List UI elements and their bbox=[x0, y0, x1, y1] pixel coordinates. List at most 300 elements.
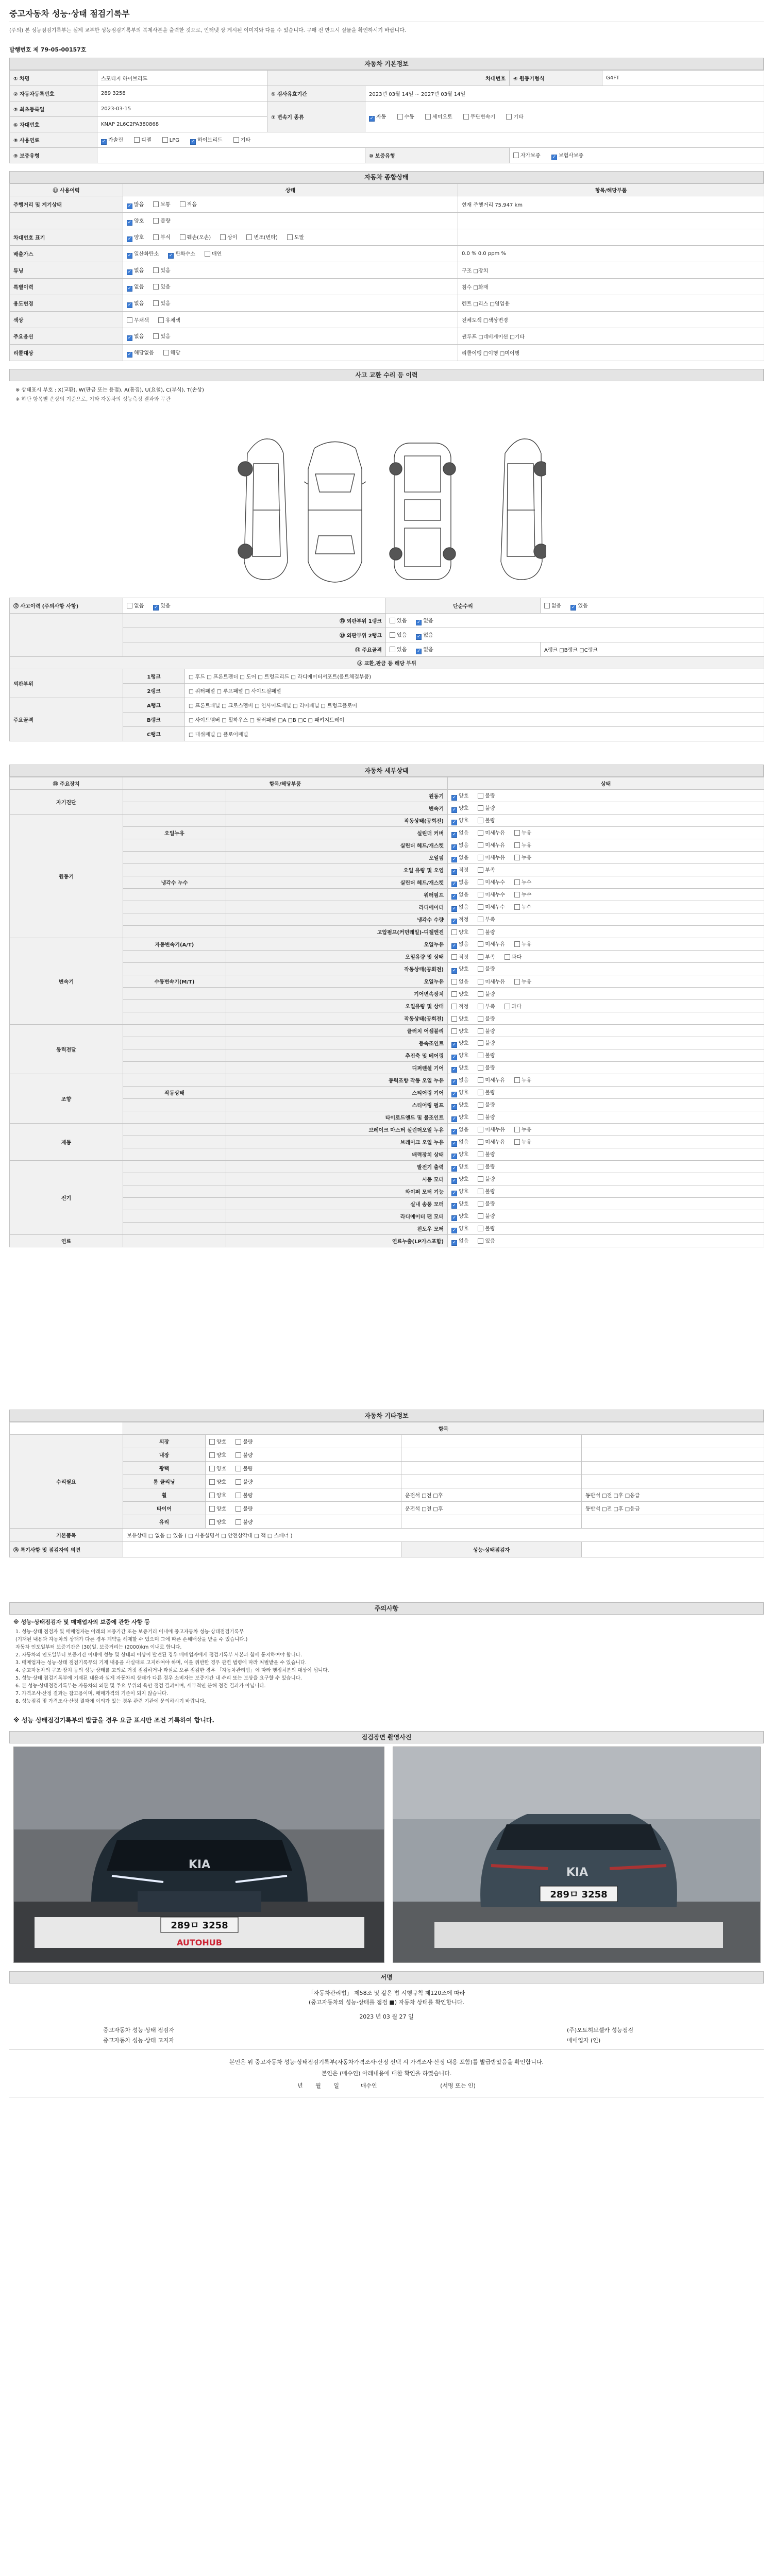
condition-row bbox=[10, 295, 764, 312]
sub-group-label bbox=[123, 1012, 226, 1025]
detail-item-label: 윈도우 모터 bbox=[226, 1223, 448, 1235]
checkbox-icon bbox=[153, 218, 159, 224]
other-item-label: 광택 bbox=[123, 1462, 206, 1475]
checkbox-checked-icon: ✓ bbox=[191, 139, 195, 144]
checkbox-icon bbox=[478, 954, 483, 960]
checkbox-icon bbox=[544, 603, 550, 608]
detail-status: ✓ 없음 있음 bbox=[448, 1235, 764, 1247]
condition-options: ✓ 양호 불량 bbox=[123, 213, 458, 229]
detail-status: 양호 불량 bbox=[448, 926, 764, 938]
reg-number-label: ② 자동차등록번호 bbox=[10, 86, 97, 101]
detail-item-label: 실린더 헤드/개스켓 bbox=[226, 876, 448, 889]
checkbox-icon bbox=[478, 1004, 483, 1009]
section-header-signature: 서명 bbox=[9, 1971, 764, 1984]
checkbox-checked-icon: ✓ bbox=[452, 918, 457, 924]
checkbox-checked-icon: ✓ bbox=[452, 1141, 457, 1146]
device-group-label: 동력전달 bbox=[10, 1025, 123, 1074]
sub-group-label bbox=[123, 839, 226, 852]
buyer-confirm-text: 본인은 위 중고자동차 성능·상태점검기록부(자동차가격조사·산정 선택 시 가격조사·산정 내용 포함)를 발급받았음을 확인합니다. bbox=[229, 2059, 544, 2065]
rank-label: B랭크 bbox=[123, 713, 185, 727]
basic-info-table bbox=[9, 70, 764, 163]
detail-row bbox=[10, 938, 764, 951]
other-item-label: 내장 bbox=[123, 1448, 206, 1462]
basic-items-value: 보유상태 □ 없음 □ 있음 ( □ 사용설명서 □ 안전삼각대 □ 잭 □ 스패너 ) bbox=[123, 1529, 764, 1542]
detail-item-label: 발전기 출력 bbox=[226, 1161, 448, 1173]
checkbox-icon bbox=[390, 632, 395, 638]
other-info-row bbox=[10, 1515, 764, 1529]
sub-group-label bbox=[123, 1161, 226, 1173]
checkbox-icon bbox=[478, 1127, 483, 1132]
condition-detail: 현재 주행거리 75,947 km bbox=[458, 196, 764, 213]
condition-options: ✓ 해당없음 해당 bbox=[123, 345, 458, 361]
checkbox-icon bbox=[478, 1114, 483, 1120]
checkbox-checked-icon: ✓ bbox=[452, 943, 457, 948]
checkbox-icon bbox=[514, 855, 520, 860]
detail-item-label: 와이퍼 모터 기능 bbox=[226, 1185, 448, 1198]
other-item-label: 휠 bbox=[123, 1488, 206, 1502]
sub-group-label bbox=[123, 815, 226, 827]
other-item-extra-2 bbox=[582, 1462, 764, 1475]
basic-items-label: 기본품목 bbox=[10, 1529, 123, 1542]
detail-item-label: 작동상태(공회전) bbox=[226, 815, 448, 827]
car-underside-view bbox=[390, 443, 456, 580]
checkbox-icon bbox=[451, 929, 457, 935]
accident-table: ⑫ 사고이력 (주의사항 사항) 없음 ✓ 있음 단순수리 없음 ✓ 있음 ⑬ 외판부위 1랭크 있음 ✓ 없음 ⑬ 외판부위 2랭크 있음 ✓ 없음 ⑭ 주요골격 있음 ✓ 없음 A랭크 □B랭크 □C랭크 ⑭ 교환,판금 등 해당 부위 외판부위 1랭크 □ 후드 □ 프론트펜더 □ 도어 □ 트렁크리드 □ 라디에이터서포트(볼트체결부품) 2랭크 □ 쿼터패널 □ 루프패널 □ 사이드실패널 주요골격 A랭크 □ 프론트패널 □ 크로스멤버 □ 인사이드패널 □ 리어패널 □ 트렁크플로어 B랭크 □ 사이드멤버 □ 휠하우스 □ 필러패널 □A □B □C □ 패키지트레이 C랭크 □ 대쉬패널 □ 플로어패널 bbox=[9, 598, 764, 741]
detail-row bbox=[10, 1049, 764, 1062]
checkbox-checked-icon: ✓ bbox=[452, 1178, 457, 1183]
legend-note: ※ 하단 항목별 손상의 기준으로, 기타 자동차의 성능측정 결과와 무관 bbox=[15, 397, 171, 402]
sub-group-label bbox=[123, 901, 226, 913]
checkbox-checked-icon: ✓ bbox=[127, 285, 132, 291]
detail-status: ✓ 양호 불량 bbox=[448, 1210, 764, 1223]
engine-type-value: G4FT bbox=[602, 71, 764, 86]
condition-detail: 구조 □장치 bbox=[458, 262, 764, 279]
detail-item-label: 실내 송풍 모터 bbox=[226, 1198, 448, 1210]
checkbox-icon bbox=[397, 114, 403, 120]
detail-status: ✓ 양호 불량 bbox=[448, 963, 764, 975]
checkbox-icon bbox=[478, 979, 483, 985]
section-header-overall-condition: 자동차 종합상태 bbox=[9, 171, 764, 183]
sub-group-label bbox=[123, 1198, 226, 1210]
other-item-extra-2 bbox=[582, 1435, 764, 1448]
checkbox-icon bbox=[220, 234, 226, 240]
detail-status: ✓ 양호 불량 bbox=[448, 1173, 764, 1185]
condition-label: 용도변경 bbox=[10, 295, 123, 312]
checkbox-checked-icon: ✓ bbox=[452, 1128, 457, 1134]
detail-item-label: 작동상태(공회전) bbox=[226, 1012, 448, 1025]
other-item-status: 양호 불량 bbox=[206, 1502, 401, 1515]
checkbox-icon bbox=[478, 1151, 483, 1157]
checkbox-icon bbox=[514, 830, 520, 836]
detail-status: ✓ 없음 미세누유 누유 bbox=[448, 827, 764, 839]
column-header: ⑮ 주요장치 bbox=[10, 777, 123, 790]
detail-status: ✓ 없음 미세누유 누유 bbox=[448, 852, 764, 864]
warranty-label: ⑨ 보증유형 bbox=[10, 148, 97, 163]
condition-detail: 썬루프 □네비게이션 □기타 bbox=[458, 328, 764, 345]
notice-text: (주의) 본 성능점검기록부는 실제 교부한 성능점검기록부의 복제사본을 출력한 것으로, 인터넷 상 게시된 이미지와 다를 수 있습니다. 구매 전 반드시 실물을 확인하시기 바랍니다. bbox=[9, 28, 406, 33]
column-header: 항목/해당부품 bbox=[458, 184, 764, 196]
checkbox-icon bbox=[505, 1004, 510, 1009]
vin-label: 차대번호 bbox=[267, 71, 510, 86]
detail-status: 양호 불량 bbox=[448, 1025, 764, 1037]
section-header-photos: 점검장면 촬영사진 bbox=[9, 1731, 764, 1743]
device-group-label: 원동기 bbox=[10, 815, 123, 938]
checkbox-icon bbox=[478, 929, 483, 935]
checkbox-checked-icon: ✓ bbox=[552, 154, 557, 160]
sub-group-label bbox=[123, 913, 226, 926]
checkbox-icon bbox=[478, 941, 483, 947]
detail-status: ✓ 양호 불량 bbox=[448, 1223, 764, 1235]
detail-status: ✓ 없음 미세누유 누유 bbox=[448, 1136, 764, 1148]
other-item-status: 양호 불량 bbox=[206, 1448, 401, 1462]
note-line: 7. 가격조사·산정 결과는 참고용이며, 매매가격의 기준이 되지 않습니다. bbox=[15, 1691, 169, 1697]
inspection-photo-front bbox=[13, 1747, 384, 1963]
checkbox-icon bbox=[236, 1519, 241, 1525]
condition-row bbox=[10, 229, 764, 246]
checkbox-checked-icon: ✓ bbox=[127, 252, 132, 258]
sub-group-label bbox=[123, 1111, 226, 1124]
note-line: 2. 자동차의 인도일부터 보증기간 이내에 성능 및 상태의 이상이 발견된 경우 매매업자에게 점검기록부 사본과 함께 통지하여야 합니다. bbox=[15, 1652, 302, 1658]
checkbox-icon bbox=[478, 1139, 483, 1145]
checkbox-icon bbox=[478, 1226, 483, 1231]
legend-text: ※ 상태표시 부호 : X(교환), W(판금 또는 용접), A(흠집), U(요철), C(부식), T(손상) bbox=[15, 387, 204, 393]
checkbox-icon bbox=[478, 1164, 483, 1170]
detail-item-label: 동력조향 작동 오일 누유 bbox=[226, 1074, 448, 1087]
condition-row bbox=[10, 345, 764, 361]
license-plate: 289ㅁ 3258 bbox=[171, 1920, 228, 1931]
other-info-row bbox=[10, 1435, 764, 1448]
checkbox-icon bbox=[478, 1016, 483, 1022]
notifier-label: 중고자동차 성능·상태 고지자 bbox=[103, 2037, 175, 2044]
detail-status: ✓ 양호 불량 bbox=[448, 790, 764, 802]
detail-row bbox=[10, 1210, 764, 1223]
checkbox-checked-icon: ✓ bbox=[452, 1042, 457, 1047]
checkbox-icon bbox=[162, 137, 168, 143]
checkbox-icon bbox=[514, 904, 520, 910]
detail-row bbox=[10, 1000, 764, 1012]
detail-row bbox=[10, 975, 764, 988]
car-right-side-view bbox=[501, 439, 546, 580]
frame-rank-options: A랭크 □B랭크 □C랭크 bbox=[541, 642, 764, 657]
detail-row bbox=[10, 901, 764, 913]
checkbox-icon bbox=[425, 114, 431, 120]
device-group-label: 조향 bbox=[10, 1074, 123, 1124]
condition-label: 차대번호 표기 bbox=[10, 229, 123, 246]
detail-item-label: 클러치 어셈블리 bbox=[226, 1025, 448, 1037]
detailed-condition-table bbox=[9, 777, 764, 1247]
checkbox-icon bbox=[506, 114, 512, 120]
checkbox-checked-icon: ✓ bbox=[452, 906, 457, 911]
detail-item-label: 냉각수 수량 bbox=[226, 913, 448, 926]
other-item-status: 양호 불량 bbox=[206, 1515, 401, 1529]
other-item-status: 양호 불량 bbox=[206, 1488, 401, 1502]
checkbox-checked-icon: ✓ bbox=[169, 252, 173, 258]
section-header-other-info: 자동차 기타정보 bbox=[9, 1410, 764, 1422]
detail-status: ✓ 양호 불량 bbox=[448, 1087, 764, 1099]
signature-date: 2023 년 03 월 27 일 bbox=[359, 2013, 414, 2020]
other-item-extra bbox=[401, 1515, 582, 1529]
checkbox-icon bbox=[478, 917, 483, 922]
first-reg-label: ③ 최초등록일 bbox=[10, 101, 97, 117]
other-item-status: 양호 불량 bbox=[206, 1462, 401, 1475]
warranty-options: 자가보증 ✓ 보험사보증 bbox=[510, 148, 764, 163]
checkbox-icon bbox=[153, 267, 159, 273]
checkbox-checked-icon: ✓ bbox=[417, 619, 421, 625]
detail-status: ✓ 없음 미세누유 누유 bbox=[448, 1074, 764, 1087]
checkbox-checked-icon: ✓ bbox=[452, 1215, 457, 1221]
detail-status: ✓ 양호 불량 bbox=[448, 802, 764, 815]
checkbox-icon bbox=[478, 1040, 483, 1046]
detail-item-label: 브레이크 마스터 실린더오일 누유 bbox=[226, 1124, 448, 1136]
checkbox-icon bbox=[514, 892, 520, 897]
detail-status: 양호 불량 bbox=[448, 988, 764, 1000]
buyer-confirm-text-2: 본인은 (매수인) 아래내용에 대한 확인을 하였습니다. bbox=[321, 2070, 452, 2077]
checkbox-checked-icon: ✓ bbox=[127, 335, 132, 341]
exterior-label bbox=[10, 614, 123, 657]
outer-panel-1-label: ⑬ 외판부위 1랭크 bbox=[123, 614, 386, 628]
detail-status: ✓ 양호 불량 bbox=[448, 1037, 764, 1049]
detail-status: ✓ 없음 미세누유 누유 bbox=[448, 839, 764, 852]
checkbox-checked-icon: ✓ bbox=[452, 968, 457, 973]
detail-status: ✓ 양호 불량 bbox=[448, 1099, 764, 1111]
note-line: 1. 성능·상태 점검자 및 매매업자는 아래의 보증기간 또는 보증거리 이내에 중고자동차 성능·상태점검기록부 bbox=[15, 1629, 244, 1635]
sub-group-label bbox=[123, 864, 226, 876]
checkbox-icon bbox=[478, 1053, 483, 1058]
condition-label: 주행거리 및 계기상태 bbox=[10, 196, 123, 213]
detail-row bbox=[10, 913, 764, 926]
simple-repair-label: 단순수리 bbox=[386, 598, 541, 614]
sub-group-label bbox=[123, 1000, 226, 1012]
condition-label: 배출가스 bbox=[10, 246, 123, 262]
detail-status: ✓ 양호 불량 bbox=[448, 1198, 764, 1210]
detail-row bbox=[10, 1136, 764, 1148]
other-item-extra-2 bbox=[582, 1515, 764, 1529]
note-line: 3. 매매업자는 성능·상태 점검기록부의 기재 내용을 사실대로 고지하여야 하며, 이를 위반한 경우 관련 법령에 따라 처벌받을 수 있습니다. bbox=[15, 1660, 307, 1666]
detail-status: ✓ 없음 미세누유 누유 bbox=[448, 1124, 764, 1136]
sub-group-label bbox=[123, 951, 226, 963]
checkbox-icon bbox=[205, 251, 210, 257]
checkbox-icon bbox=[514, 842, 520, 848]
sub-group-label bbox=[123, 802, 226, 815]
detail-item-label: 오일유량 및 상태 bbox=[226, 1000, 448, 1012]
signature-confirm-line: (중고자동차의 성능·상태를 점검 ■) 자동차 상태를 확인합니다. bbox=[309, 1999, 464, 2006]
checkbox-icon bbox=[478, 1176, 483, 1182]
engine-type-label: ④ 원동기형식 bbox=[510, 71, 602, 86]
checkbox-checked-icon: ✓ bbox=[452, 1190, 457, 1196]
warranty-notes-title: ※ 성능·상태점검자 및 매매업자의 보증에 관한 사항 등 bbox=[13, 1619, 150, 1625]
checkbox-icon bbox=[478, 991, 483, 997]
rank-parts: □ 프론트패널 □ 크로스멤버 □ 인사이드패널 □ 리어패널 □ 트렁크플로어 bbox=[185, 698, 764, 713]
condition-row bbox=[10, 262, 764, 279]
detail-item-label: 시동 모터 bbox=[226, 1173, 448, 1185]
device-group-label: 전기 bbox=[10, 1161, 123, 1235]
other-item-status: 양호 불량 bbox=[206, 1435, 401, 1448]
detail-row bbox=[10, 1185, 764, 1198]
checkbox-icon bbox=[127, 603, 132, 608]
sub-group-label bbox=[123, 926, 226, 938]
detail-item-label: 스티어링 기어 bbox=[226, 1087, 448, 1099]
detail-row bbox=[10, 1062, 764, 1074]
condition-detail bbox=[458, 213, 764, 229]
other-item-label: 외장 bbox=[123, 1435, 206, 1448]
outer-panel-2-label: ⑬ 외판부위 2랭크 bbox=[123, 628, 386, 642]
checkbox-icon bbox=[246, 234, 252, 240]
buyer-signature-line: 년 월 일 매수인 (서명 또는 인) bbox=[297, 2082, 476, 2089]
other-item-extra bbox=[401, 1435, 582, 1448]
rank-label: C랭크 bbox=[123, 727, 185, 741]
detail-row bbox=[10, 1087, 764, 1099]
sub-group-label bbox=[123, 1074, 226, 1087]
checkbox-icon bbox=[513, 152, 519, 158]
sub-group-label bbox=[123, 1223, 226, 1235]
checkbox-icon bbox=[153, 284, 159, 290]
checkbox-icon bbox=[158, 317, 164, 323]
car-name-label: ① 차명 bbox=[10, 71, 97, 86]
checkbox-icon bbox=[209, 1452, 215, 1458]
checkbox-icon bbox=[153, 300, 159, 306]
garage-brand: AUTOHUB bbox=[177, 1938, 222, 1947]
sub-group-label bbox=[123, 1173, 226, 1185]
checkbox-icon bbox=[514, 979, 520, 985]
checkbox-icon bbox=[236, 1466, 241, 1471]
checkbox-icon bbox=[478, 1028, 483, 1034]
checkbox-checked-icon: ✓ bbox=[452, 807, 457, 812]
checkbox-checked-icon: ✓ bbox=[127, 219, 132, 225]
detail-item-label: 오일누유 bbox=[226, 975, 448, 988]
rank-parts: □ 대쉬패널 □ 플로어패널 bbox=[185, 727, 764, 741]
condition-label: 튜닝 bbox=[10, 262, 123, 279]
detail-row bbox=[10, 1235, 764, 1247]
detail-row bbox=[10, 1025, 764, 1037]
detail-item-label: 오일펌 bbox=[226, 852, 448, 864]
condition-detail: 리콜이행 □이행 □미이행 bbox=[458, 345, 764, 361]
checkbox-checked-icon: ✓ bbox=[127, 351, 132, 357]
detail-item-label: 고압펌프(커먼레일)-디젤엔진 bbox=[226, 926, 448, 938]
other-item-extra-2 bbox=[582, 1475, 764, 1488]
detail-status: ✓ 없음 미세누수 누수 bbox=[448, 901, 764, 913]
rank-label: 2랭크 bbox=[123, 684, 185, 698]
checkbox-icon bbox=[478, 904, 483, 910]
fuel-label: ⑧ 사용연료 bbox=[10, 132, 97, 148]
sub-group-label bbox=[123, 1185, 226, 1198]
checkbox-icon bbox=[209, 1506, 215, 1512]
checkbox-checked-icon: ✓ bbox=[102, 139, 106, 144]
certificate-number: 발행번호 제 79-05-00157호 bbox=[9, 46, 87, 53]
section-header-notes: 주의사항 bbox=[9, 1602, 764, 1615]
checkbox-icon bbox=[209, 1519, 215, 1525]
condition-row bbox=[10, 213, 764, 229]
detail-row bbox=[10, 790, 764, 802]
other-item-extra-2: 동반석 □전 □후 □응급 bbox=[582, 1502, 764, 1515]
checkbox-icon bbox=[233, 137, 239, 143]
sub-group-label bbox=[123, 963, 226, 975]
other-item-label: 타이어 bbox=[123, 1502, 206, 1515]
checkbox-checked-icon: ✓ bbox=[452, 1202, 457, 1208]
other-info-row bbox=[10, 1462, 764, 1475]
checkbox-icon bbox=[478, 1238, 483, 1244]
detail-item-label: 라디에이터 bbox=[226, 901, 448, 913]
other-item-extra-2: 동반석 □전 □후 □응급 bbox=[582, 1488, 764, 1502]
detail-status: ✓ 없음 미세누수 누수 bbox=[448, 876, 764, 889]
checkbox-icon bbox=[209, 1439, 215, 1445]
checkbox-icon bbox=[390, 647, 395, 652]
condition-label bbox=[10, 213, 123, 229]
checkbox-checked-icon: ✓ bbox=[127, 236, 132, 242]
detail-item-label: 타이로드엔드 및 볼조인트 bbox=[226, 1111, 448, 1124]
checkbox-checked-icon: ✓ bbox=[452, 1165, 457, 1171]
column-header: 항목 bbox=[123, 1422, 764, 1435]
detail-status: 양호 불량 bbox=[448, 1012, 764, 1025]
condition-row bbox=[10, 279, 764, 295]
checkbox-icon bbox=[153, 333, 159, 339]
checkbox-checked-icon: ✓ bbox=[572, 604, 576, 610]
detail-row bbox=[10, 1124, 764, 1136]
checkbox-icon bbox=[514, 941, 520, 947]
detail-row bbox=[10, 1198, 764, 1210]
condition-detail bbox=[458, 229, 764, 246]
condition-label: 주요옵션 bbox=[10, 328, 123, 345]
checkbox-checked-icon: ✓ bbox=[127, 302, 132, 308]
detail-item-label: 디퍼렌셜 기어 bbox=[226, 1062, 448, 1074]
checkbox-icon bbox=[478, 830, 483, 836]
other-item-extra: 운전석 □전 □후 bbox=[401, 1502, 582, 1515]
condition-label: 특별이력 bbox=[10, 279, 123, 295]
condition-row bbox=[10, 196, 764, 213]
main-frame-label: ⑭ 주요골격 bbox=[123, 642, 386, 657]
checkbox-icon bbox=[209, 1479, 215, 1485]
sub-group-label: 자동변속기(A/T) bbox=[123, 938, 226, 951]
other-item-extra-2 bbox=[582, 1448, 764, 1462]
column-header: 상태 bbox=[123, 184, 458, 196]
condition-row bbox=[10, 246, 764, 262]
condition-options: ✓ 없음 있음 bbox=[123, 295, 458, 312]
checkbox-checked-icon: ✓ bbox=[452, 794, 457, 800]
checkbox-checked-icon: ✓ bbox=[154, 604, 158, 610]
device-group-label: 제동 bbox=[10, 1124, 123, 1161]
detail-item-label: 기어변속장치 bbox=[226, 988, 448, 1000]
checkbox-icon bbox=[463, 114, 469, 120]
transmission-label: ⑦ 변속기 종류 bbox=[267, 101, 365, 132]
detail-row bbox=[10, 802, 764, 815]
license-plate: 289ㅁ 3258 bbox=[550, 1889, 608, 1900]
condition-row bbox=[10, 328, 764, 345]
note-line: 5. 성능·상태 점검기록부에 기재된 내용과 실제 자동차의 상태가 다른 경우 소비자는 보증기간 내 수리 또는 보상을 요구할 수 있습니다. bbox=[15, 1675, 302, 1681]
rank-parts: □ 사이드멤버 □ 휠하우스 □ 필러패널 □A □B □C □ 패키지트레이 bbox=[185, 713, 764, 727]
outer-parts-label: 외판부위 bbox=[10, 669, 123, 698]
rank-label: 1랭크 bbox=[123, 669, 185, 684]
detail-item-label: 실린더 헤드/개스켓 bbox=[226, 839, 448, 852]
detail-status: ✓ 양호 불량 bbox=[448, 815, 764, 827]
checkbox-checked-icon: ✓ bbox=[452, 1079, 457, 1084]
other-info-row bbox=[10, 1488, 764, 1502]
checkbox-icon bbox=[236, 1479, 241, 1485]
checkbox-checked-icon: ✓ bbox=[452, 1240, 457, 1245]
detail-status: ✓ 없음 미세누유 누유 bbox=[448, 938, 764, 951]
sub-group-label bbox=[123, 1049, 226, 1062]
device-group-label: 자기진단 bbox=[10, 790, 123, 815]
detail-item-label: 작동상태(공회전) bbox=[226, 963, 448, 975]
frame-parts-label: 주요골격 bbox=[10, 698, 123, 741]
detail-row bbox=[10, 1074, 764, 1087]
checkbox-icon bbox=[153, 201, 159, 207]
car-diagram bbox=[227, 433, 546, 587]
checkbox-icon bbox=[505, 954, 510, 960]
checkbox-icon bbox=[478, 1102, 483, 1108]
condition-options: ✓ 없음 있음 bbox=[123, 262, 458, 279]
other-item-status: 양호 불량 bbox=[206, 1475, 401, 1488]
other-item-extra bbox=[401, 1475, 582, 1488]
other-info-row bbox=[10, 1475, 764, 1488]
